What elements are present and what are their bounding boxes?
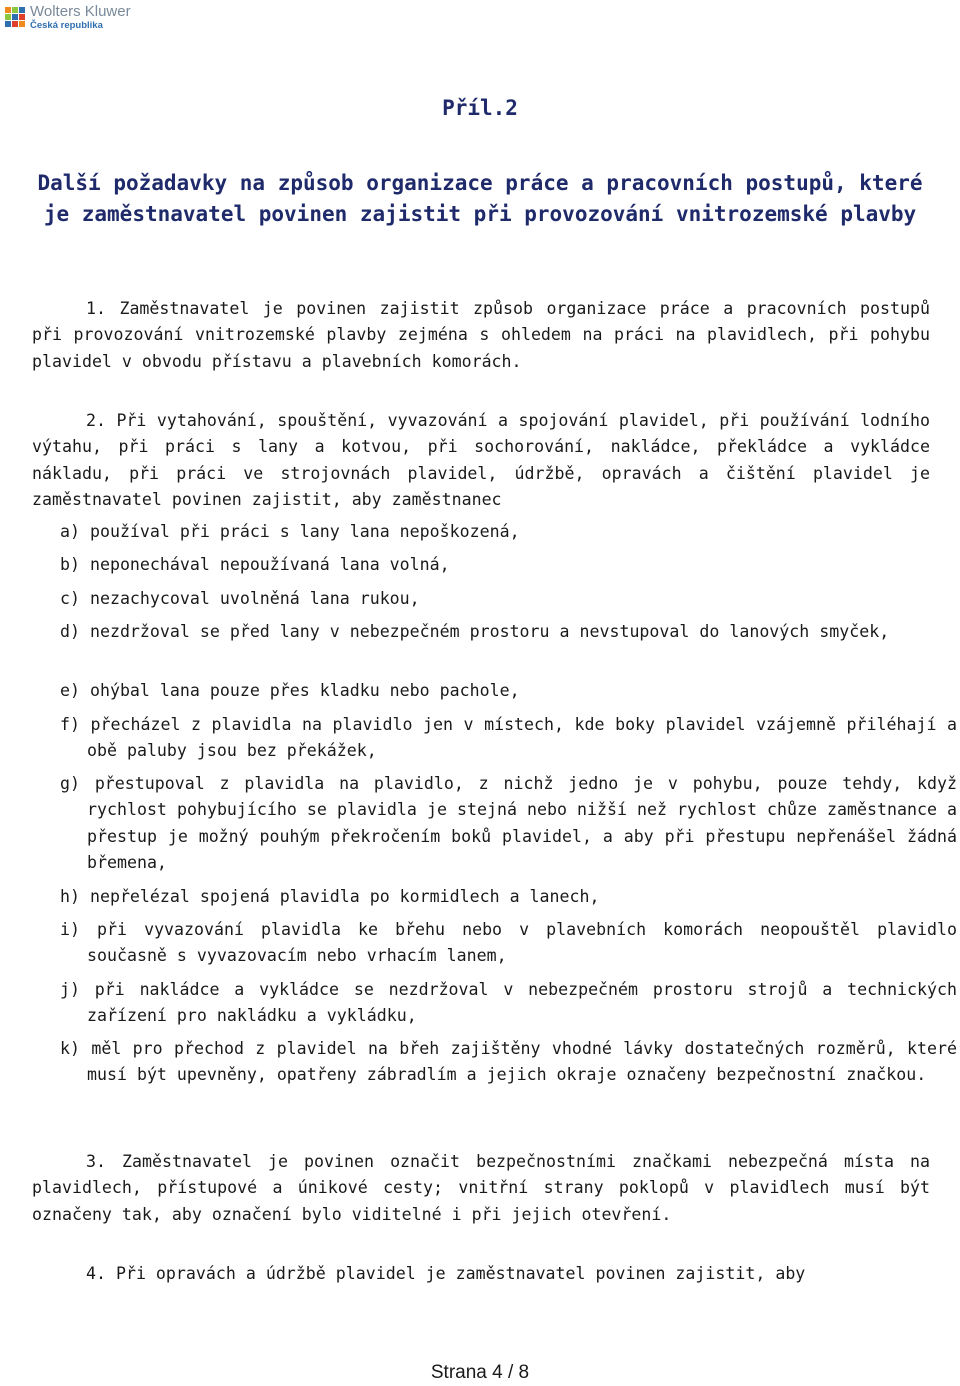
logo-name: Wolters Kluwer [30, 3, 131, 20]
wolters-kluwer-logo-icon [4, 6, 26, 28]
list-item-c: c) nezachycoval uvolněná lana rukou, [60, 589, 420, 608]
list-item-d: d) nezdržoval se před lany v nebezpečném prostoru a nevstupoval do lanových smyček, [60, 622, 890, 641]
paragraph-4: 4. Při opravách a údržbě plavidel je zaměstnavatel povinen zajistit, aby [86, 1264, 806, 1283]
paragraph-2: 2. Při vytahování, spouštění, vyvazování a spojování plavidel, při používání lodního výtahu, při práci s lany a kotvou, při sochorování, nakládce, překládce a vykládce nákladu, při práci ve strojovnách plavidel, údržbě, opravách a čištění plavidel je zaměstnavatel povinen zajistit, aby zaměstnanec [32, 411, 930, 510]
logo-subtitle: Česká republika [30, 20, 103, 31]
list-item-h: h) nepřelézal spojená plavidla po kormidlech a lanech, [60, 887, 600, 906]
list-item-a: a) používal při práci s lany lana nepoškozená, [60, 522, 520, 541]
page-number: Strana 4 / 8 [430, 1362, 530, 1383]
paragraph-1: 1. Zaměstnavatel je povinen zajistit způsob organizace práce a pracovních postupů při provozování vnitrozemské plavby zejména s ohledem na práci na plavidlech, při pohybu plavidel v obvodu přístavu a plavebních komorách. [32, 299, 930, 371]
list-item-b: b) neponechával nepoužívaná lana volná, [60, 555, 450, 574]
list-item-j: j) při nakládce a vykládce se nezdržoval v nebezpečném prostoru strojů a technických zařízení pro nakládku a vykládku, [60, 980, 957, 1026]
list-item-g: g) přestupoval z plavidla na plavidlo, z nichž jedno je v pohybu, pouze tehdy, když rychlost pohybujícího se plavidla je stejná nebo nižší než rychlost chůze zaměstnance a přestup je možný pouhým překročením boků plavidel, a aby při přestupu nepřenášel žádná břemena, [60, 774, 957, 873]
document-heading: Další požadavky na způsob organizace práce a pracovních postupů, které je zaměstnavatel povinen zajistit při provozování vnitrozemské plavby [37, 171, 923, 226]
list-item-f: f) přecházel z plavidla na plavidlo jen v místech, kde boky plavidel vzájemně přiléhají a obě paluby jsou bez překážek, [60, 715, 957, 761]
annex-title: Příl.2 [442, 96, 518, 120]
list-item-k: k) měl pro přechod z plavidel na břeh zajištěny vhodné lávky dostatečných rozměrů, které musí být upevněny, opatřeny zábradlím a jejich okraje označeny bezpečnostní značkou. [60, 1039, 957, 1085]
list-item-e: e) ohýbal lana pouze přes kladku nebo pachole, [60, 681, 520, 700]
paragraph-3: 3. Zaměstnavatel je povinen označit bezpečnostními značkami nebezpečná místa na plavidlech, přístupové a únikové cesty; vnitřní strany poklopů v plavidlech musí být označeny tak, aby označení bylo viditelné i při jejich otevření. [32, 1152, 930, 1224]
list-item-i: i) při vyvazování plavidla ke břehu nebo v plavebních komorách neopouštěl plavidlo současně s vyvazovacím nebo vrhacím lanem, [60, 920, 957, 966]
publisher-logo [4, 4, 131, 31]
